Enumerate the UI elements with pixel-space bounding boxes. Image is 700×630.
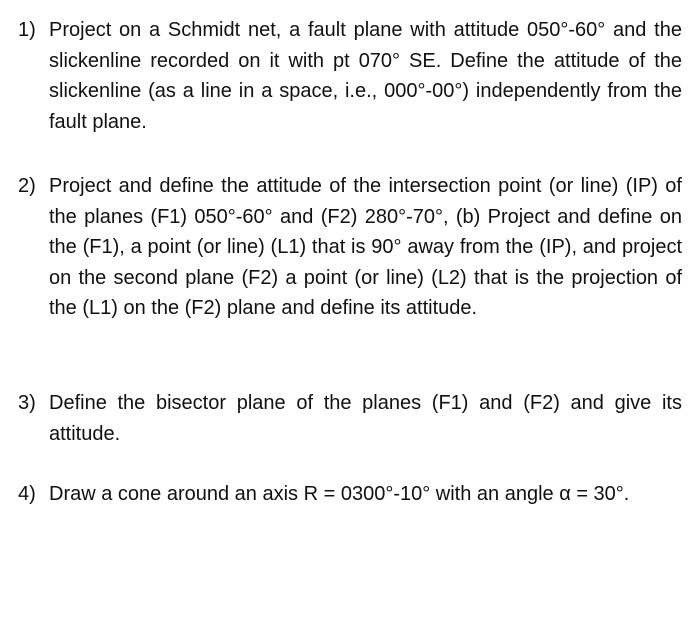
- question-1-number: 1): [18, 19, 36, 41]
- question-4: [18, 479, 682, 510]
- question-3: [18, 388, 682, 449]
- question-3-number: 3): [18, 392, 36, 414]
- question-1-text: Project on a Schmidt net, a fault plane with attitude 050°-60° and the slickenline recorded on it with pt 070° SE. Define the attitude of the slickenline (as a line in a space, i.e., 000°-00°) independently from the fault plane.: [49, 19, 682, 133]
- question-3-text: Define the bisector plane of the planes (F1) and (F2) and give its attitude.: [49, 392, 682, 445]
- question-2-number: 2): [18, 175, 36, 197]
- question-4-text: Draw a cone around an axis R = 0300°-10° with an angle α = 30°.: [49, 483, 630, 505]
- question-2: [18, 171, 682, 324]
- question-1: [18, 15, 682, 137]
- question-2-text: Project and define the attitude of the intersection point (or line) (IP) of the planes (F1) 050°-60° and (F2) 280°-70°, (b) Project and define on the (F1), a point (or line) (L1) that is 90° away from the (IP), and project on the second plane (F2) a point (or line) (L2) that is the projection of the (L1) on the (F2) plane and define its attitude.: [49, 175, 682, 319]
- question-4-number: 4): [18, 483, 36, 505]
